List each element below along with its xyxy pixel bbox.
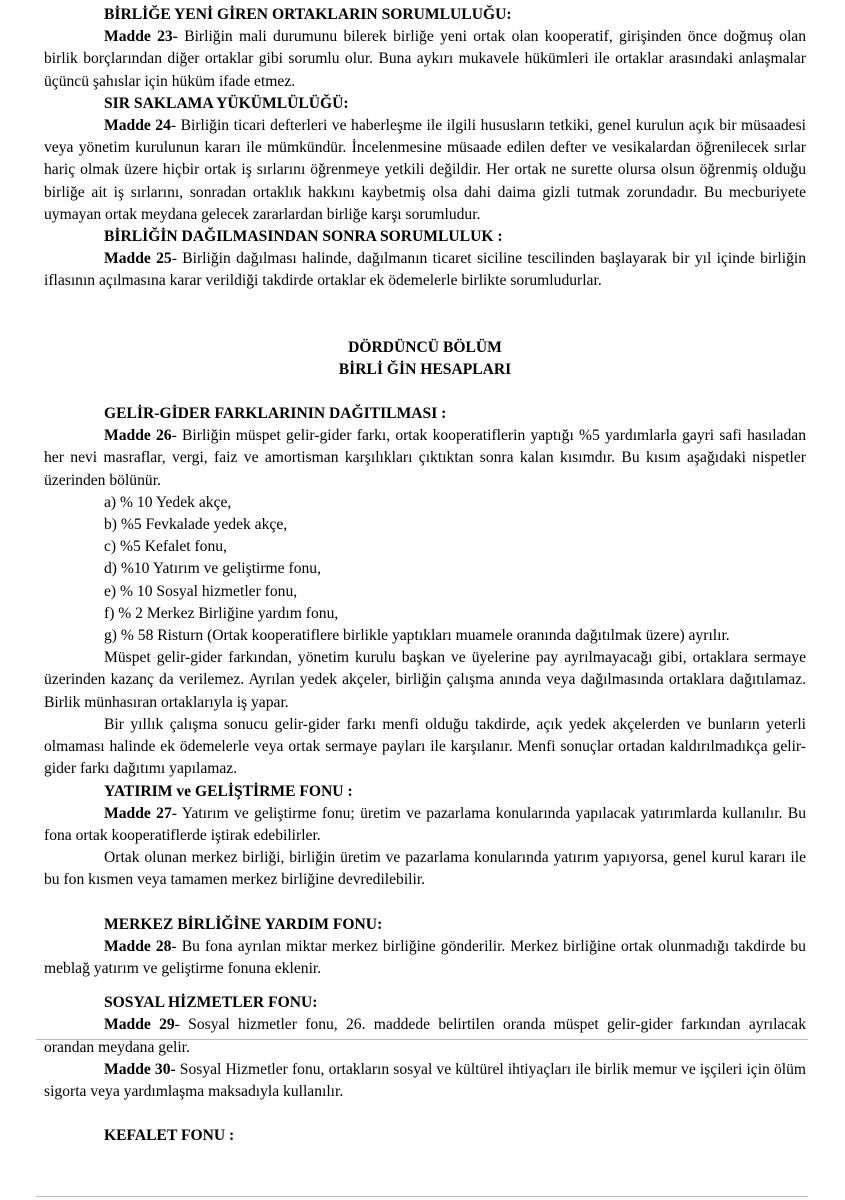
article-26	[44, 425, 806, 492]
article-text: - Sosyal hizmetler fonu, 26. maddede belirtilen oranda müspet gelir-gider farkından ayrılacak orandan meydana gelir.	[44, 1016, 806, 1056]
paragraph: Müspet gelir-gider farkından, yönetim kurulu başkan ve üyelerine pay ayrılmayacağı gibi, ortaklara sermaye üzerinden kazanç da verilemez. Ayrılan yedek akçeler, birliğin çalışma anında veya dağılmasında ortaklara dağıtılamaz. Birlik münhasıran ortaklarıyla iş yapar.	[44, 649, 806, 711]
article-28	[44, 936, 806, 980]
list-item: g) % 58 Risturn (Ortak kooperatiflere birlikle yaptıkları muamele oranında dağıtılmak üzere) ayrılır.	[104, 627, 730, 645]
section-heading-kefalet: KEFALET FONU :	[104, 1127, 235, 1145]
list-item: f) % 2 Merkez Birliğine yardım fonu,	[104, 604, 339, 622]
paragraph: Bir yıllık çalışma sonucu gelir-gider farkı menfi olduğu takdirde, açık yedek akçelerden ve bunların yeterli olmaması halinde ek ödemelerle veya ortak sermaye payları ile karşılanır. Menfi sonuçlar ortadan kaldırılmadıkça gelir-gider farkı dağıtımı yapılamaz.	[44, 715, 806, 778]
section-heading-dagilma: BİRLİĞİN DAĞILMASINDAN SONRA SORUMLULUK :	[104, 228, 503, 246]
section-heading-merkez-birligi: MERKEZ BİRLİĞİNE YARDIM FONU:	[104, 915, 383, 933]
article-24	[44, 115, 806, 226]
article-text: Birliğin mali durumunu bilerek birliğe yeni ortak olan kooperatif, girişinden önce doğmuş olan birlik borçlarından diğer ortaklar gibi sorumlu olur. Buna aykırı mukavele hükümleri ile ortaklar arasındaki anlaşmalar üçüncü şahıslar için hüküm ifade etmez.	[44, 28, 807, 90]
article-30	[44, 1059, 806, 1103]
chapter-number: DÖRDÜNCÜ BÖLÜM	[348, 338, 502, 356]
article-text: - Bu fona ayrılan miktar merkez birliğine gönderilir. Merkez birliğine ortak olunmadığı takdirde bu meblağ yatırım ve geliştirme fonuna eklenir.	[44, 937, 806, 977]
article-text: - Birliğin müspet gelir-gider farkı, ortak kooperatiflerin yaptığı %5 yardımlarla gayri safi hasıladan her nevi masraflar, vergi, faiz ve amortisman karşılıkları çıktıktan sonra kalan kısımdır. Bu kısım aşağıdaki nispetler üzerinden bölünür.	[44, 427, 806, 489]
section-heading-gelir-gider: GELİR-GİDER FARKLARININ DAĞITILMASI :	[104, 405, 447, 423]
list-item: b) %5 Fevkalade yedek akçe,	[104, 516, 288, 534]
list-item: c) %5 Kefalet fonu,	[104, 538, 227, 556]
section-heading-yeni-ortaklar: BİRLİĞE YENİ GİREN ORTAKLARIN SORUMLULUĞU:	[104, 6, 512, 23]
article-23	[44, 26, 806, 93]
article-label: Madde 25	[104, 250, 172, 268]
chapter-title: BİRLİ ĞİN HESAPLARI	[338, 360, 512, 378]
section-heading-sosyal-hizmetler: SOSYAL HİZMETLER FONU:	[104, 994, 318, 1012]
list-item: a) % 10 Yedek akçe,	[104, 493, 232, 511]
page-divider	[36, 1196, 808, 1197]
article-label: Madde 23-	[104, 28, 178, 46]
article-text: - Yatırım ve geliştirme fonu; üretim ve pazarlama konularında yapılacak yatırımlarda kullanılır. Bu fona ortak kooperatiflerde iştirak edebilirler.	[44, 804, 806, 844]
article-25	[44, 248, 806, 292]
section-heading-sir-saklama: SIR SAKLAMA YÜKÜMLÜLÜĞÜ:	[104, 94, 349, 112]
article-label: Madde 24	[104, 117, 171, 135]
article-label: Madde 27	[104, 804, 172, 822]
article-text: - Birliğin ticari defterleri ve haberleşme ile ilgili hususların tetkiki, genel kurulun açık bir müsaadesi veya yönetim kurulunun kararı ile mümkündür. İncelenmesine müsaade edilen defter ve vesikalardan öğrenilecek sırlar hariç olmak üzere hiçbir ortak iş sırlarını öğrenmeye yetkili değildir. Her ortak ne surette olursa olsun öğrenmiş olduğu birliğe ait iş sırlarını, sonradan ortaklık hakkını kaybetmiş olsa dahi daima gizli tutmak zorundadır. Bu mecburiyete uymayan ortak meydana gelecek zararlardan birliğe karşı sorumludur.	[44, 117, 806, 223]
list-item: d) %10 Yatırım ve geliştirme fonu,	[104, 560, 321, 578]
article-29	[44, 1014, 806, 1058]
article-label: Madde 26	[104, 427, 172, 445]
list-item: e) % 10 Sosyal hizmetler fonu,	[104, 582, 298, 600]
paragraph: Ortak olunan merkez birliği, birliğin üretim ve pazarlama konularında yatırım yapıyorsa, genel kurul kararı ile bu fon kısmen veya tamamen merkez birliğine devredilebilir.	[44, 849, 806, 889]
section-heading-yatirim: YATIRIM ve GELİŞTİRME FONU :	[104, 782, 353, 800]
document-page	[44, 4, 806, 1147]
article-label: Madde 28	[104, 937, 172, 955]
article-text: Sosyal Hizmetler fonu, ortakların sosyal ve kültürel ihtiyaçları ile birlik memur ve işçileri için ölüm sigorta veya yardımlaşma maksadıyla kullanılır.	[44, 1060, 806, 1100]
article-27	[44, 803, 806, 847]
article-text: - Birliğin dağılması halinde, dağılmanın ticaret siciline tescilinden başlayarak bir yıl içinde birliğin iflasının açılmasına karar verildiği takdirde ortaklar ek ödemelerle birlikte sorumludurlar.	[44, 250, 806, 290]
article-label: Madde 29	[104, 1016, 175, 1034]
page-divider	[36, 1039, 808, 1040]
article-label: Madde 30-	[104, 1060, 176, 1078]
